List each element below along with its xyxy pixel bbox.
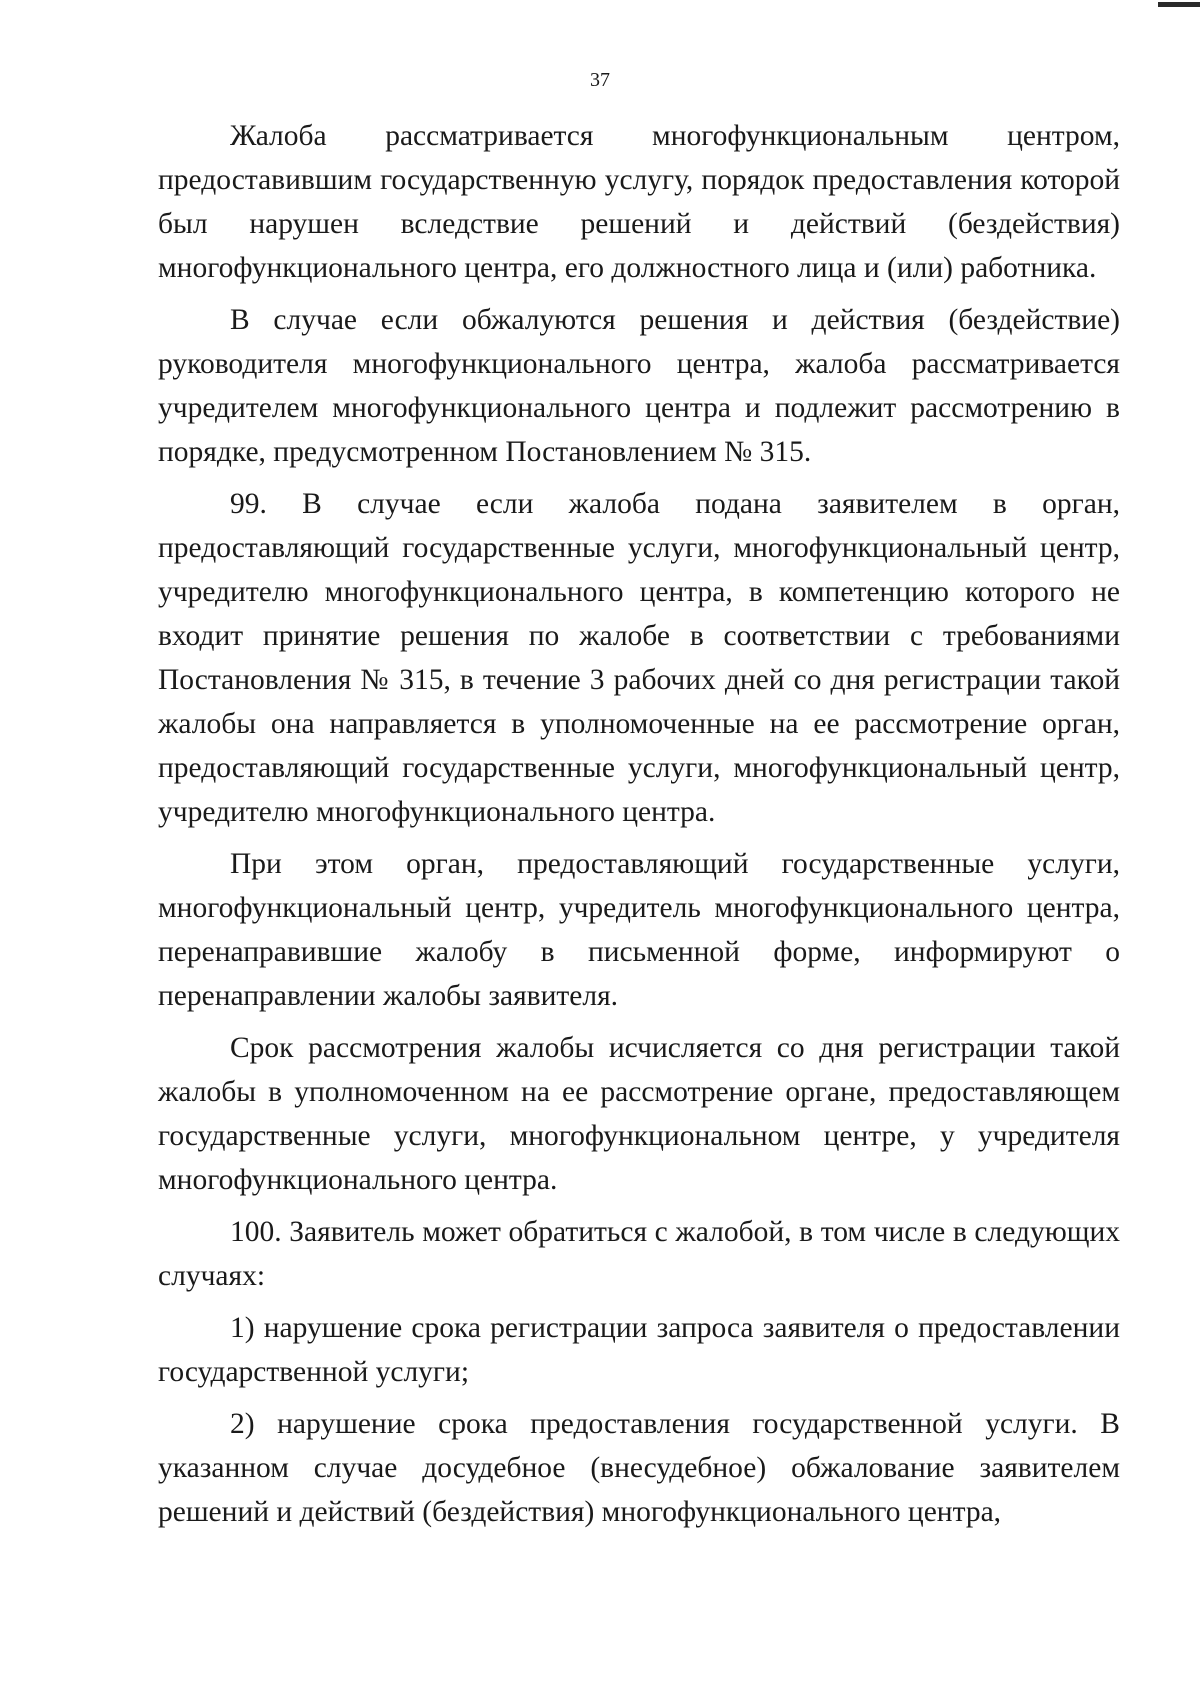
paragraph-head-appeal: В случае если обжалуются решения и действия (бездействие) руководителя многофункционального центра, жалоба рассматривается учредителем многофункционального центра и подлежит рассмотрению в порядке, предусмотренном Постановлением № 315. [158,304,1120,468]
list-item-2: 2) нарушение срока предоставления государственной услуги. В указанном случае досудебное (внесудебное) обжалование заявителем решений и действий (бездействия) многофункционального центра, [158,1408,1120,1528]
paragraph-redirect-notice: При этом орган, предоставляющий государственные услуги, многофункциональный центр, учредитель многофункционального центра, перенаправившие жалобу в письменной форме, информируют о перенаправлении жалобы заявителя. [158,848,1120,1012]
document-body [158,114,1120,1542]
scan-corner-mark [1158,2,1200,7]
page-number: 37 [590,69,610,91]
paragraph-clause-100: 100. Заявитель может обратиться с жалобой, в том числе в следующих случаях: [158,1216,1120,1292]
list-item-1: 1) нарушение срока регистрации запроса заявителя о предоставлении государственной услуги; [158,1312,1120,1388]
paragraph-clause-99: 99. В случае если жалоба подана заявителем в орган, предоставляющий государственные услуги, многофункциональный центр, учредителю многофункционального центра, в компетенцию которого не входит принятие решения по жалобе в соответствии с требованиями Постановления № 315, в течение 3 рабочих дней со дня регистрации такой жалобы она направляется в уполномоченные на ее рассмотрение орган, предоставляющий государственные услуги, многофункциональный центр, учредителю многофункционального центра. [158,488,1120,828]
paragraph-review-period: Срок рассмотрения жалобы исчисляется со дня регистрации такой жалобы в уполномоченном на ее рассмотрение органе, предоставляющем государственные услуги, многофункциональном центре, у учредителя многофункционального центра. [158,1032,1120,1196]
paragraph-complaint-review: Жалоба рассматривается многофункциональным центром, предоставившим государственную услугу, порядок предоставления которой был нарушен вследствие решений и действий (бездействия) многофункционального центра, его должностного лица и (или) работника. [158,120,1120,284]
